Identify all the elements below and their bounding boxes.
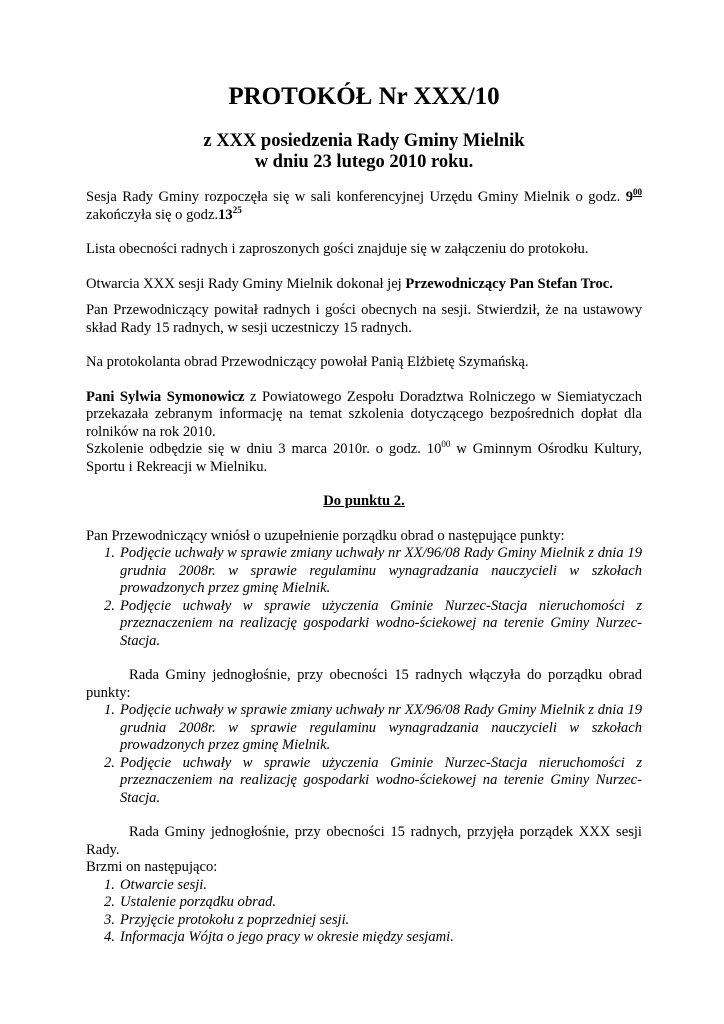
list-item: 4. Informacja Wójta o jego pracy w okresie między sesjami.: [104, 929, 454, 945]
paragraph-agenda-intro: Brzmi on następująco:: [86, 859, 218, 875]
subtitle-line-1: z XXX posiedzenia Rady Gminy Mielnik: [203, 131, 525, 151]
paragraph-greeting: Pan Przewodniczący powitał radnych i gości obecnych na sesji. Stwierdził, że na ustawowy skład Rady 15 radnych, w sesji uczestniczy 15 radnych.: [86, 302, 642, 336]
paragraph-agenda-accepted: Rada Gminy jednogłośnie, przy obecności 15 radnych, przyjęła porządek XXX sesji Rady.: [86, 824, 642, 858]
paragraph-motion: Pan Przewodniczący wniósł o uzupełnienie porządku obrad o następujące punkty:: [86, 527, 565, 544]
list-item: 1. Podjęcie uchwały w sprawie zmiany uchwały nr XX/96/08 Rady Gminy Mielnik z dnia 19 grudnia 2008r. w sprawie regulaminu wynagradzania nauczycieli w szkołach prowadzonych przez gminę Mielnik.: [104, 545, 642, 596]
list-item: 1. Podjęcie uchwały w sprawie zmiany uchwały nr XX/96/08 Rady Gminy Mielnik z dnia 19 grudnia 2008r. w sprawie regulaminu wynagradzania nauczycieli w szkołach prowadzonych przez gminę Mielnik.: [104, 702, 642, 753]
paragraph-opening: Otwarcia XXX sesji Rady Gminy Mielnik dokonał jej Przewodniczący Pan Stefan Troc.: [86, 275, 613, 292]
paragraph-vote-agenda: Rada Gminy jednogłośnie, przy obecności 15 radnych włączyła do porządku obrad punkty:: [86, 667, 642, 701]
paragraph-training: Szkolenie odbędzie się w dniu 3 marca 2010r. o godz. $10^{00}$ w Gminnym Ośrodku Kultury, Sportu i Rekreacji w Mielniku.: [86, 439, 642, 475]
subtitle-line-2: w dniu 23 lutego 2010 roku.: [254, 152, 474, 172]
list-item: 2. Ustalenie porządku obrad.: [104, 894, 277, 910]
paragraph-speaker: Pani Sylwia Symonowicz z Powiatowego Zespołu Doradztwa Rolniczego w Siemiatyczach przekazała zebranym informację na temat szkolenia dotyczącego bezpośrednich dopłat dla rolników na rok 2010.: [86, 388, 642, 440]
list-item: 3. Przyjęcie protokołu z poprzedniej sesji.: [104, 911, 350, 928]
paragraph-session-time: Sesja Rady Gminy rozpoczęła się w sali konferencyjnej Urzędu Gminy Mielnik o godz. $9^{00}$ zakończyła się o $godz.13^{25}$: [86, 187, 642, 223]
list-item: 2. Podjęcie uchwały w sprawie użyczenia Gminie Nurzec-Stacja nieruchomości z przeznaczeniem na realizację gospodarki wodno-ściekowej na terenie Gminy Nurzec-Stacja.: [104, 597, 642, 649]
section-heading: Do punktu 2.: [323, 493, 405, 509]
list-item: 1. Otwarcie sesji.: [104, 876, 208, 893]
agenda-list: [86, 877, 642, 947]
paragraph-attendance: Lista obecności radnych i zaproszonych gości znajduje się w załączeniu do protokołu.: [86, 241, 589, 257]
included-items-list: [86, 702, 642, 807]
list-item: 2. Podjęcie uchwały w sprawie użyczenia Gminie Nurzec-Stacja nieruchomości z przeznaczeniem na realizację gospodarki wodno-ściekowej na terenie Gminy Nurzec-Stacja.: [104, 754, 642, 806]
document-title: PROTOKÓŁ Nr XXX/10: [228, 83, 500, 110]
document-subtitle: [86, 131, 642, 173]
paragraph-recorder: Na protokolanta obrad Przewodniczący powołał Panią Elżbietę Szymańską.: [86, 354, 529, 370]
motion-list: [86, 545, 642, 650]
